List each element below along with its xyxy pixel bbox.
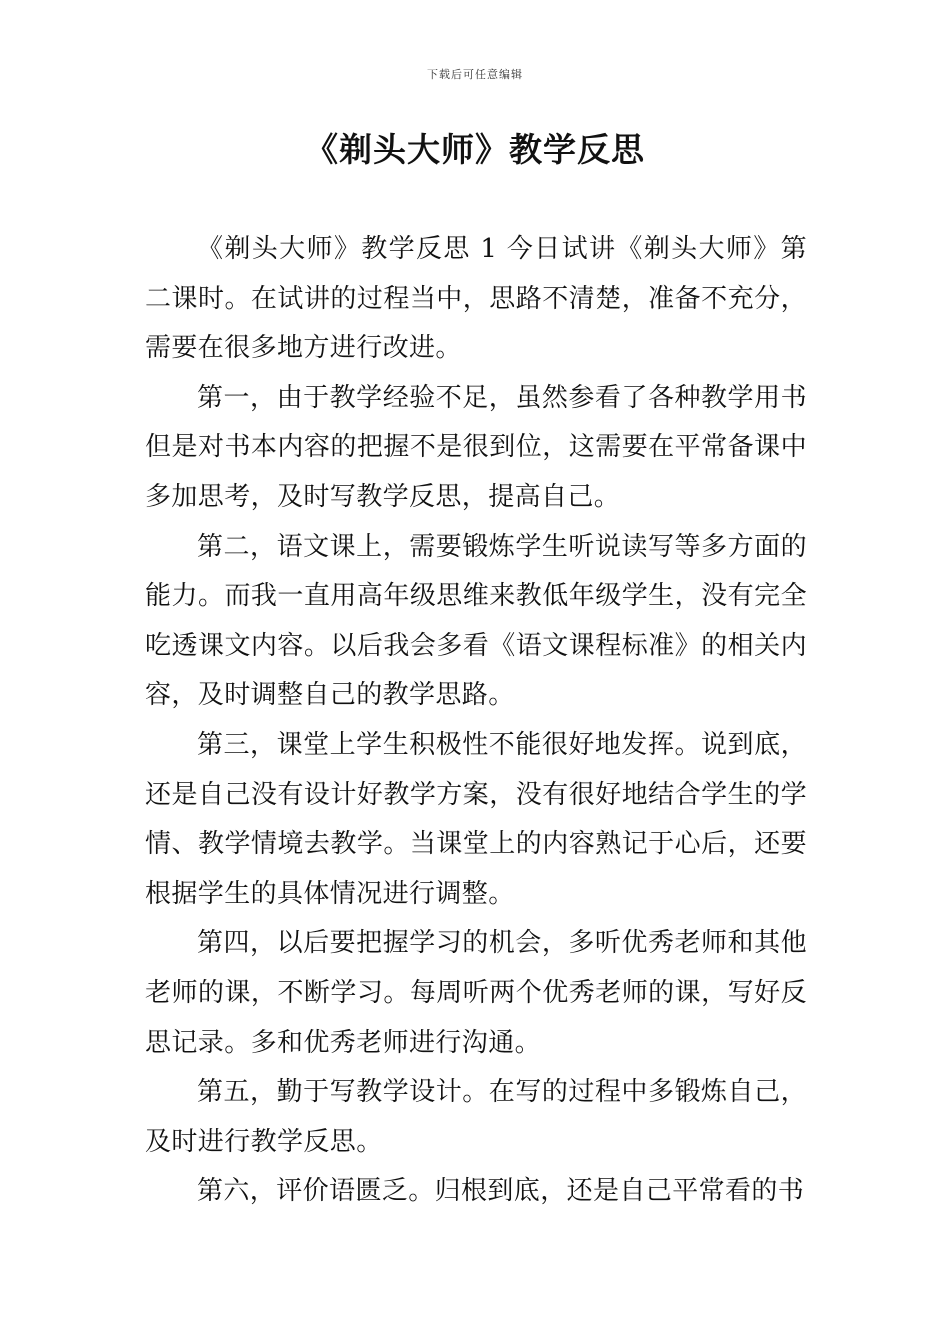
paragraph-4: 第三，课堂上学生积极性不能很好地发挥。说到底，还是自己没有设计好教学方案，没有很好地结合学生的学情、教学情境去教学。当课堂上的内容熟记于心后，还要根据学生的具体情况进行调整。 [145, 729, 807, 909]
paragraph-7: 第六，评价语匮乏。归根到底，还是自己平常看的书 [197, 1176, 805, 1207]
header-note: 下载后可任意编辑 [427, 68, 523, 81]
paragraph-1: 《剃头大师》教学反思 1 今日试讲《剃头大师》第二课时。在试讲的过程当中，思路不清楚，准备不充分，需要在很多地方进行改进。 [145, 234, 807, 364]
paragraph-6: 第五，勤于写教学设计。在写的过程中多锻炼自己，及时进行教学反思。 [145, 1077, 807, 1157]
paragraph-5: 第四，以后要把握学习的机会，多听优秀老师和其他老师的课，不断学习。每周听两个优秀老师的课，写好反思记录。多和优秀老师进行沟通。 [145, 928, 807, 1058]
document-title: 《剃头大师》教学反思 [305, 130, 645, 169]
document-body [145, 225, 807, 1217]
paragraph-3: 第二，语文课上，需要锻炼学生听说读写等多方面的能力。而我一直用高年级思维来教低年级学生，没有完全吃透课文内容。以后我会多看《语文课程标准》的相关内容，及时调整自己的教学思路。 [145, 531, 807, 711]
paragraph-2: 第一，由于教学经验不足，虽然参看了各种教学用书但是对书本内容的把握不是很到位，这需要在平常备课中多加思考，及时写教学反思，提高自己。 [145, 382, 807, 512]
